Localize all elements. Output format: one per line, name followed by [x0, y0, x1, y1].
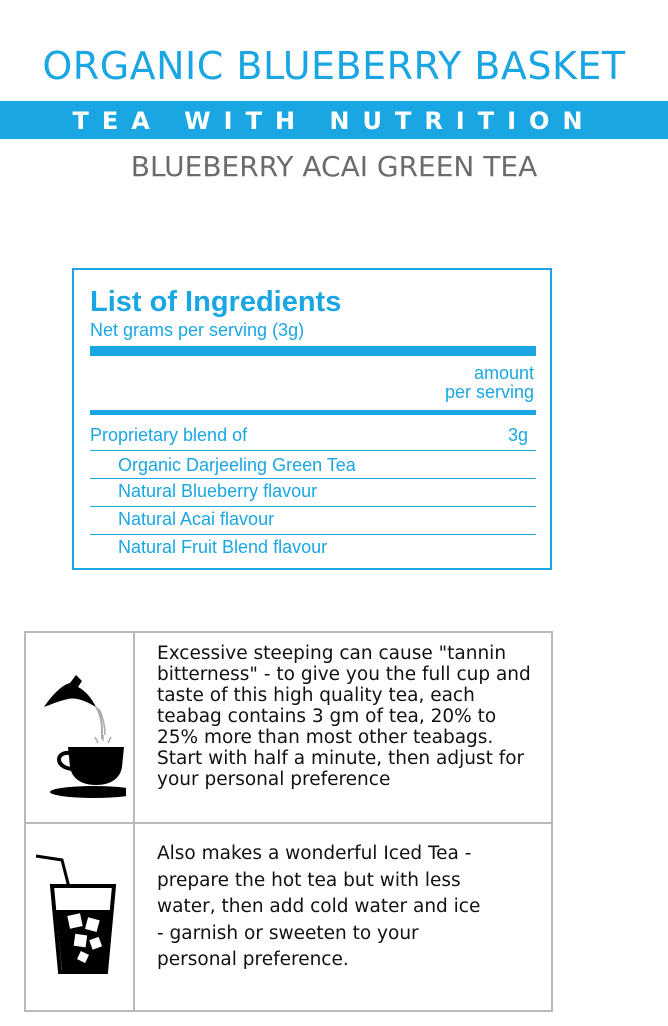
- teapot-pouring-cup-icon: [38, 655, 126, 800]
- tagline-band: [0, 101, 668, 139]
- iced-tea-glass-icon: [34, 852, 120, 978]
- blend-label: Proprietary blend of: [90, 425, 248, 445]
- amount-header-line2: per serving: [444, 382, 534, 402]
- blend-amount: 3g: [507, 425, 528, 445]
- row-divider: [26, 822, 551, 824]
- row-divider: [90, 478, 536, 479]
- medium-divider: [90, 410, 536, 415]
- brewing-tips-table: [24, 631, 553, 1012]
- steeping-tip: Excessive steeping can cause "tannin bitterness" - to give you the full cup and taste of this high quality tea, each teabag contains 3 gm of tea, 20% to 25% more than most other teabags. Start with half a minute, then adjust for your personal preference: [157, 643, 531, 790]
- iced-tea-tip: Also makes a wonderful Iced Tea - prepare the hot tea but with less water, then add cold water and ice - garnish or sweeten to your personal preference.: [157, 843, 481, 970]
- amount-header: [445, 364, 534, 402]
- brand-title: ORGANIC BLUEBERRY BASKET: [42, 44, 626, 88]
- serving-size: Net grams per serving (3g): [90, 320, 305, 340]
- ingredients-title: List of Ingredients: [90, 286, 342, 318]
- ingredient-item: Natural Fruit Blend flavour: [118, 537, 328, 557]
- ingredients-panel: [72, 268, 552, 570]
- row-divider: [90, 450, 536, 451]
- tagline: TEA WITH NUTRITION: [72, 107, 596, 135]
- ingredient-item: Natural Acai flavour: [118, 509, 275, 529]
- ingredient-item: Organic Darjeeling Green Tea: [118, 455, 356, 475]
- thick-divider: [90, 346, 536, 356]
- product-name: BLUEBERRY ACAI GREEN TEA: [130, 150, 538, 183]
- row-divider: [90, 506, 536, 507]
- ingredient-item: Natural Blueberry flavour: [118, 481, 318, 501]
- amount-header-line1: amount: [473, 363, 534, 383]
- row-divider: [90, 534, 536, 535]
